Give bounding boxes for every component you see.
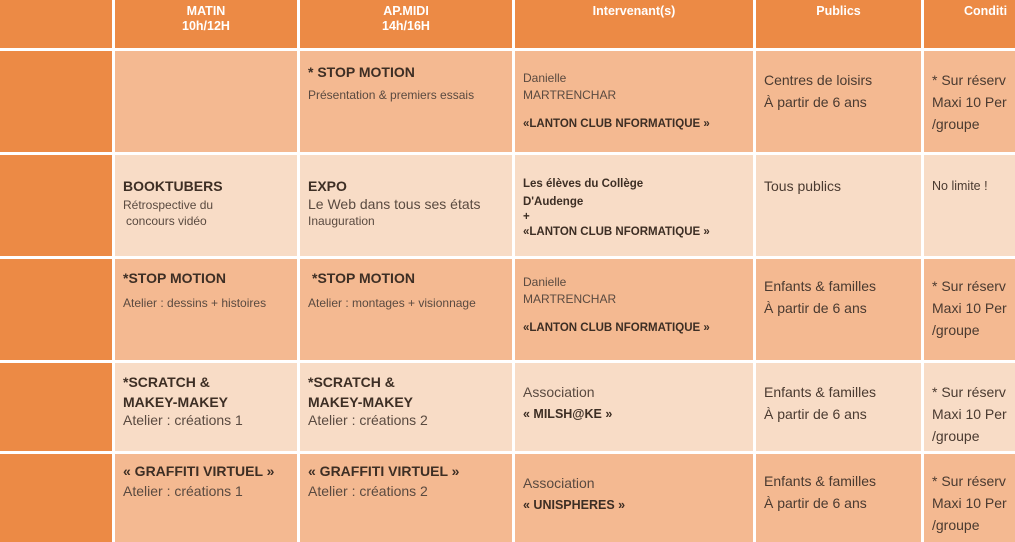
row1-apmidi-sub: Présentation & premiers essais <box>308 88 475 102</box>
row3-matin-sub: Atelier : dessins + histoires <box>123 296 267 310</box>
row4-intervenants <box>515 363 753 451</box>
header-matin-time: 10h/12H <box>182 19 230 33</box>
row3-apmidi-sub: Atelier : montages + visionnage <box>308 296 476 310</box>
row4-apmidi-title-2: MAKEY-MAKEY <box>308 394 414 410</box>
row-label-cell <box>0 363 112 451</box>
row5-cond-3: /groupe <box>932 517 980 533</box>
row4-cond-2: Maxi 10 Per <box>932 406 1007 422</box>
row5-cond-1: * Sur réserv <box>932 473 1006 489</box>
row1-interv-3: «LANTON CLUB NFORMATIQUE » <box>523 118 710 130</box>
row1-conditions <box>924 51 1015 152</box>
row4-cond-1: * Sur réserv <box>932 384 1006 400</box>
row1-interv-1: Danielle <box>523 71 567 85</box>
row1-public-2: À partir de 6 ans <box>764 94 867 110</box>
row1-public-1: Centres de loisirs <box>764 72 873 88</box>
row5-public-2: À partir de 6 ans <box>764 495 867 511</box>
row2-apmidi <box>300 155 512 256</box>
row5-interv-1: Association <box>523 475 595 491</box>
row1-matin <box>115 51 297 152</box>
row4-matin <box>115 363 297 451</box>
row-label-cell <box>0 259 112 360</box>
row2-matin-sub-2: concours vidéo <box>126 214 207 228</box>
row5-matin-title: « GRAFFITI VIRTUEL » <box>123 463 275 479</box>
row5-conditions <box>924 454 1015 542</box>
row3-apmidi <box>300 259 512 360</box>
row5-apmidi-title: « GRAFFITI VIRTUEL » <box>308 463 460 479</box>
header-matin <box>115 0 297 48</box>
header-intervenants-label: Intervenant(s) <box>592 4 676 18</box>
row3-intervenants <box>515 259 753 360</box>
row2-cond-1: No limite ! <box>932 179 988 193</box>
row4-cond-3: /groupe <box>932 428 980 444</box>
row-label-cell <box>0 454 112 542</box>
row4-conditions <box>924 363 1015 451</box>
row3-cond-3: /groupe <box>932 322 980 338</box>
row4-matin-title-1: *SCRATCH & <box>123 374 210 390</box>
header-matin-label: MATIN <box>186 4 226 18</box>
row2-conditions <box>924 155 1015 256</box>
header-apmidi <box>300 0 512 48</box>
row3-publics <box>756 259 921 360</box>
row2-intervenants <box>515 155 753 256</box>
row1-cond-3: /groupe <box>932 116 980 132</box>
row5-public-1: Enfants & familles <box>764 473 877 489</box>
row5-interv-2: « UNISPHERES » <box>523 498 626 512</box>
row5-cond-2: Maxi 10 Per <box>932 495 1007 511</box>
row3-interv-2: MARTRENCHAR <box>523 292 617 306</box>
row3-interv-1: Danielle <box>523 275 567 289</box>
row1-cond-2: Maxi 10 Per <box>932 94 1007 110</box>
header-apmidi-label: AP.MIDI <box>383 4 429 18</box>
header-apmidi-time: 14h/16H <box>382 19 430 33</box>
row1-intervenants <box>515 51 753 152</box>
row2-interv-3: + <box>523 211 530 223</box>
row2-apmidi-sub-2: Inauguration <box>308 214 375 228</box>
row3-matin <box>115 259 297 360</box>
row1-cond-1: * Sur réserv <box>932 72 1006 88</box>
row2-matin <box>115 155 297 256</box>
row4-matin-sub: Atelier : créations 1 <box>123 412 243 428</box>
row-label-cell <box>0 155 112 256</box>
row3-matin-title: *STOP MOTION <box>123 270 226 286</box>
row4-apmidi-title-1: *SCRATCH & <box>308 374 395 390</box>
header-conditions <box>924 0 1015 48</box>
row4-public-2: À partir de 6 ans <box>764 406 867 422</box>
row3-interv-3: «LANTON CLUB NFORMATIQUE » <box>523 322 710 334</box>
header-corner-cell <box>0 0 112 48</box>
row1-publics <box>756 51 921 152</box>
row4-apmidi-sub: Atelier : créations 2 <box>308 412 428 428</box>
row2-publics <box>756 155 921 256</box>
row1-apmidi-title: * STOP MOTION <box>308 64 415 80</box>
header-intervenants <box>515 0 753 48</box>
row4-matin-title-2: MAKEY-MAKEY <box>123 394 229 410</box>
row4-public-1: Enfants & familles <box>764 384 877 400</box>
row2-public-1: Tous publics <box>764 178 842 194</box>
row5-intervenants <box>515 454 753 542</box>
row4-publics <box>756 363 921 451</box>
row3-public-1: Enfants & familles <box>764 278 877 294</box>
header-publics-label: Publics <box>816 4 861 18</box>
row1-interv-2: MARTRENCHAR <box>523 88 617 102</box>
row2-apmidi-title: EXPO <box>308 178 347 194</box>
header-publics <box>756 0 921 48</box>
row5-apmidi-sub: Atelier : créations 2 <box>308 483 428 499</box>
row5-publics <box>756 454 921 542</box>
header-conditions-label: Conditi <box>964 4 1008 18</box>
row2-apmidi-sub-1: Le Web dans tous ses états <box>308 196 481 212</box>
row3-conditions <box>924 259 1015 360</box>
row2-interv-2: D'Audenge <box>523 196 584 208</box>
row2-interv-1: Les élèves du Collège <box>523 178 644 190</box>
row5-matin-sub: Atelier : créations 1 <box>123 483 243 499</box>
row4-interv-2: « MILSH@KE » <box>523 407 613 421</box>
row4-apmidi <box>300 363 512 451</box>
row2-interv-4: «LANTON CLUB NFORMATIQUE » <box>523 226 710 238</box>
row3-cond-1: * Sur réserv <box>932 278 1006 294</box>
row5-matin <box>115 454 297 542</box>
row5-apmidi <box>300 454 512 542</box>
row3-cond-2: Maxi 10 Per <box>932 300 1007 316</box>
row2-matin-title: BOOKTUBERS <box>123 178 223 194</box>
row3-public-2: À partir de 6 ans <box>764 300 867 316</box>
row1-apmidi <box>300 51 512 152</box>
row-label-cell <box>0 51 112 152</box>
row2-matin-sub-1: Rétrospective du <box>123 198 214 212</box>
row3-apmidi-title: *STOP MOTION <box>312 270 415 286</box>
row4-interv-1: Association <box>523 384 595 400</box>
